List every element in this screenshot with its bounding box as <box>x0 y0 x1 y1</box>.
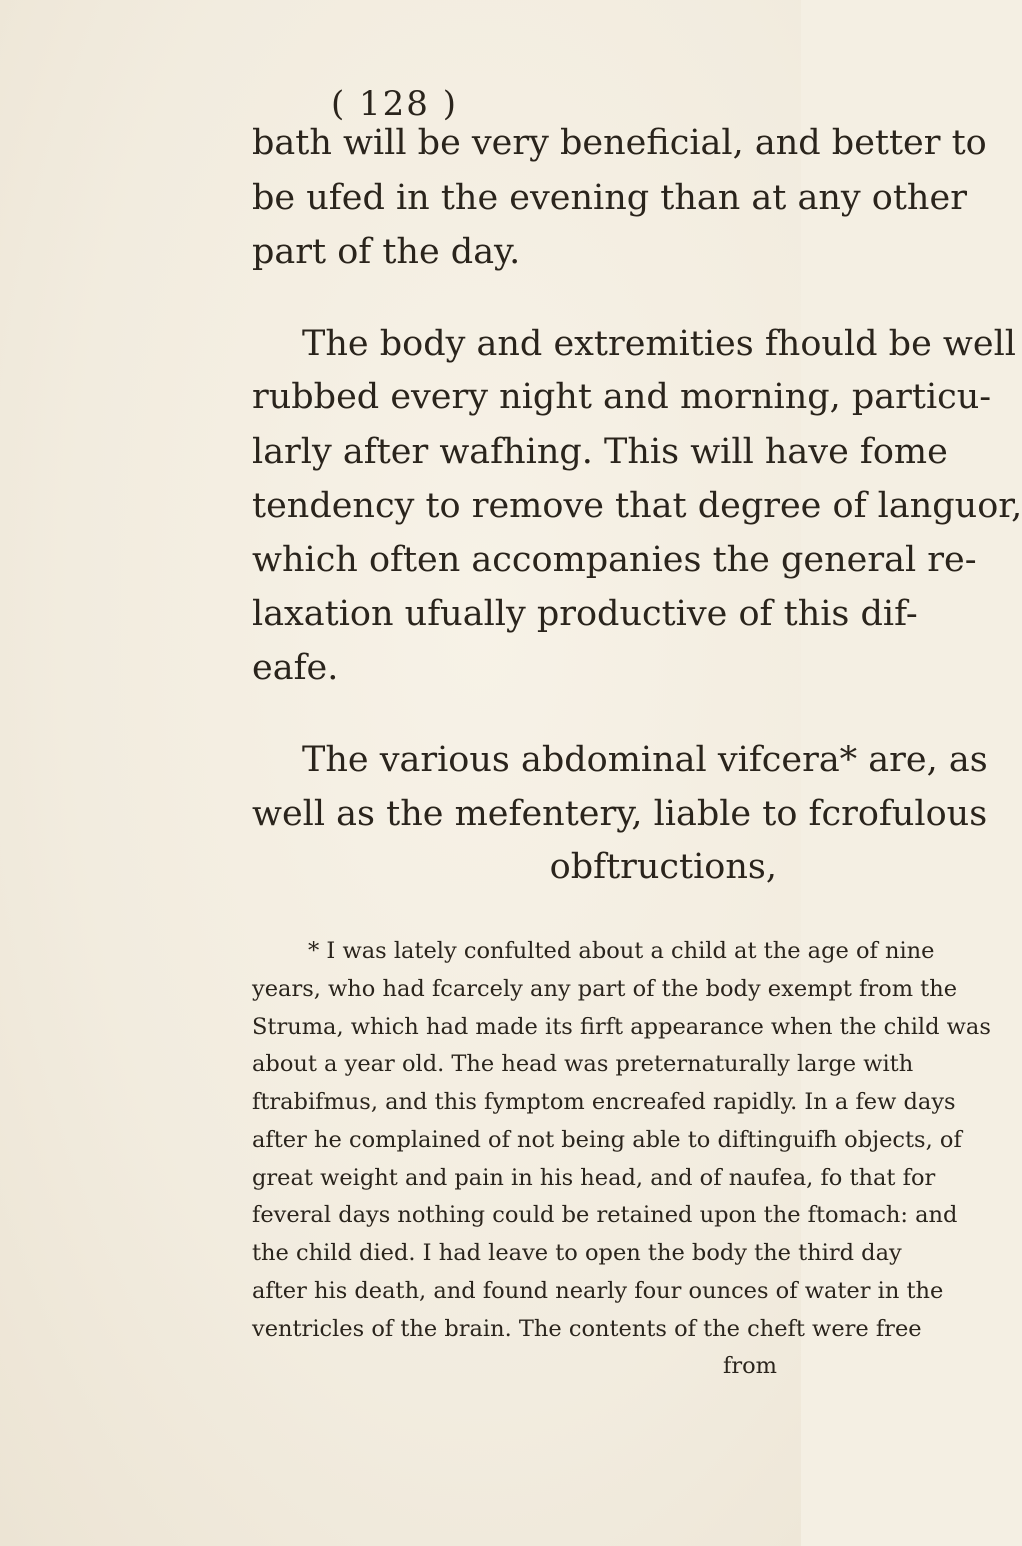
body-line: obftructions, <box>549 847 777 887</box>
body-line: eafe. <box>252 648 339 688</box>
body-line: part of the day. <box>252 232 521 272</box>
page-number: ( 128 ) <box>330 84 459 124</box>
footnote-line: ftrabifmus, and this fymptom encreafed rapidly. In a few days <box>252 1089 956 1115</box>
body-line: which often accompanies the general re- <box>252 540 977 580</box>
footnote-line: after his death, and found nearly four ounces of water in the <box>252 1278 944 1304</box>
body-line: rubbed every night and morning, particu- <box>252 377 992 417</box>
body-line: The body and extremities fhould be well <box>302 324 1016 364</box>
body-line: tendency to remove that degree of languor, <box>252 486 1022 526</box>
footnote-line: * I was lately confulted about a child at the age of nine <box>308 938 935 964</box>
footnote-line: Struma, which had made its firft appearance when the child was <box>252 1014 991 1040</box>
body-line: The various abdominal vifcera* are, as <box>302 740 988 780</box>
footnote-line: great weight and pain in his head, and of naufea, fo that for <box>252 1165 936 1191</box>
footnote-line: ventricles of the brain. The contents of the cheft were free <box>252 1316 922 1342</box>
footnote-line: from <box>723 1353 777 1379</box>
footnote-line: feveral days nothing could be retained upon the ftomach: and <box>252 1202 958 1228</box>
footnote-line: about a year old. The head was preternaturally large with <box>252 1051 914 1077</box>
body-line: well as the mefentery, liable to fcrofulous <box>252 794 988 834</box>
body-line: be ufed in the evening than at any other <box>252 178 967 218</box>
footnote-line: years, who had fcarcely any part of the body exempt from the <box>252 976 958 1002</box>
body-line: laxation ufually productive of this dif- <box>252 594 918 634</box>
body-line: larly after wafhing. This will have fome <box>252 432 948 472</box>
footnote-line: after he complained of not being able to diftinguifh objects, of <box>252 1127 962 1153</box>
footnote-line: the child died. I had leave to open the body the third day <box>252 1240 902 1266</box>
body-line: bath will be very beneficial, and better to <box>252 123 987 163</box>
